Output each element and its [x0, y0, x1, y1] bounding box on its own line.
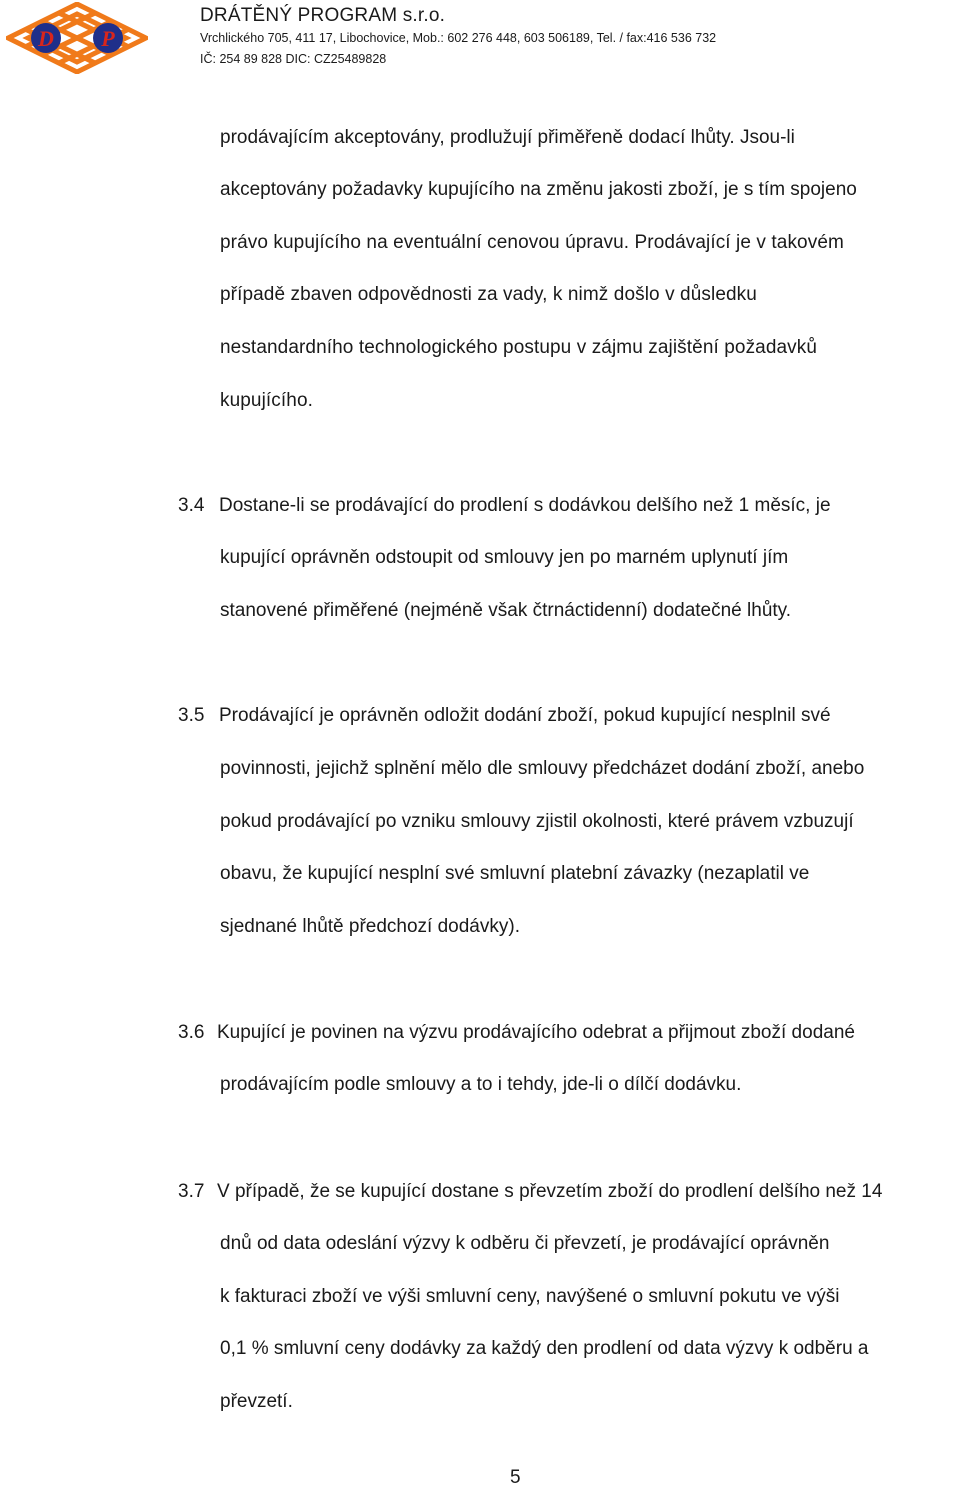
- section-line: sjednané lhůtě předchozí dodávky).: [220, 916, 520, 937]
- section-line: povinnosti, jejichž splnění mělo dle smlouvy předcházet dodání zboží, anebo: [220, 758, 865, 779]
- company-logo-icon: [6, 2, 148, 74]
- section-line: stanovené přiměřené (nejméně však čtrnáctidenní) dodatečné lhůty.: [220, 600, 792, 621]
- svg-text:D: D: [38, 26, 54, 51]
- intro-line: případě zbaven odpovědnosti za vady, k nimž došlo v důsledku: [220, 284, 757, 305]
- section-number: 3.6: [178, 1022, 205, 1043]
- section-line: prodávajícím podle smlouvy a to i tehdy, jde-li o dílčí dodávku.: [220, 1074, 742, 1095]
- intro-line: právo kupujícího na eventuální cenovou úpravu. Prodávající je v takovém: [220, 232, 844, 253]
- letterhead: [0, 0, 960, 80]
- section-line: V případě, že se kupující dostane s převzetím zboží do prodlení delšího než 14: [217, 1181, 883, 1202]
- company-ids: IČ: 254 89 828 DIC: CZ25489828: [200, 52, 387, 66]
- section-line: Dostane-li se prodávající do prodlení s dodávkou delšího než 1 měsíc, je: [219, 495, 831, 516]
- section-line: Prodávající je oprávněn odložit dodání zboží, pokud kupující nesplnil své: [219, 705, 831, 726]
- page-number: 5: [510, 1467, 521, 1488]
- section-number: 3.7: [178, 1181, 205, 1202]
- intro-line: akceptovány požadavky kupujícího na změnu jakosti zboží, je s tím spojeno: [220, 179, 857, 200]
- intro-line: kupujícího.: [220, 390, 313, 411]
- section-line: převzetí.: [220, 1391, 293, 1412]
- section-number: 3.4: [178, 495, 205, 516]
- section-number: 3.5: [178, 705, 205, 726]
- section-line: pokud prodávající po vzniku smlouvy zjistil okolnosti, které právem vzbuzují: [220, 811, 854, 832]
- section-line: dnů od data odeslání výzvy k odběru či převzetí, je prodávající oprávněn: [220, 1233, 830, 1254]
- letterhead-text: [200, 4, 716, 70]
- svg-text:P: P: [101, 26, 115, 51]
- company-name: DRÁTĚNÝ PROGRAM s.r.o.: [200, 5, 446, 26]
- section-line: kupující oprávněn odstoupit od smlouvy jen po marném uplynutí jím: [220, 547, 789, 568]
- company-address: Vrchlického 705, 411 17, Libochovice, Mob.: 602 276 448, 603 506189, Tel. / fax:416 536 732: [200, 31, 717, 45]
- section-line: obavu, že kupující nesplní své smluvní platební závazky (nezaplatil ve: [220, 863, 810, 884]
- section-line: 0,1 % smluvní ceny dodávky za každý den prodlení od data výzvy k odběru a: [220, 1338, 869, 1359]
- section-line: k fakturaci zboží ve výši smluvní ceny, navýšené o smluvní pokutu ve výši: [220, 1286, 840, 1307]
- intro-line: prodávajícím akceptovány, prodlužují přiměřeně dodací lhůty. Jsou-li: [220, 127, 795, 148]
- section-line: Kupující je povinen na výzvu prodávajícího odebrat a přijmout zboží dodané: [217, 1022, 855, 1043]
- intro-line: nestandardního technologického postupu v zájmu zajištění požadavků: [220, 337, 818, 358]
